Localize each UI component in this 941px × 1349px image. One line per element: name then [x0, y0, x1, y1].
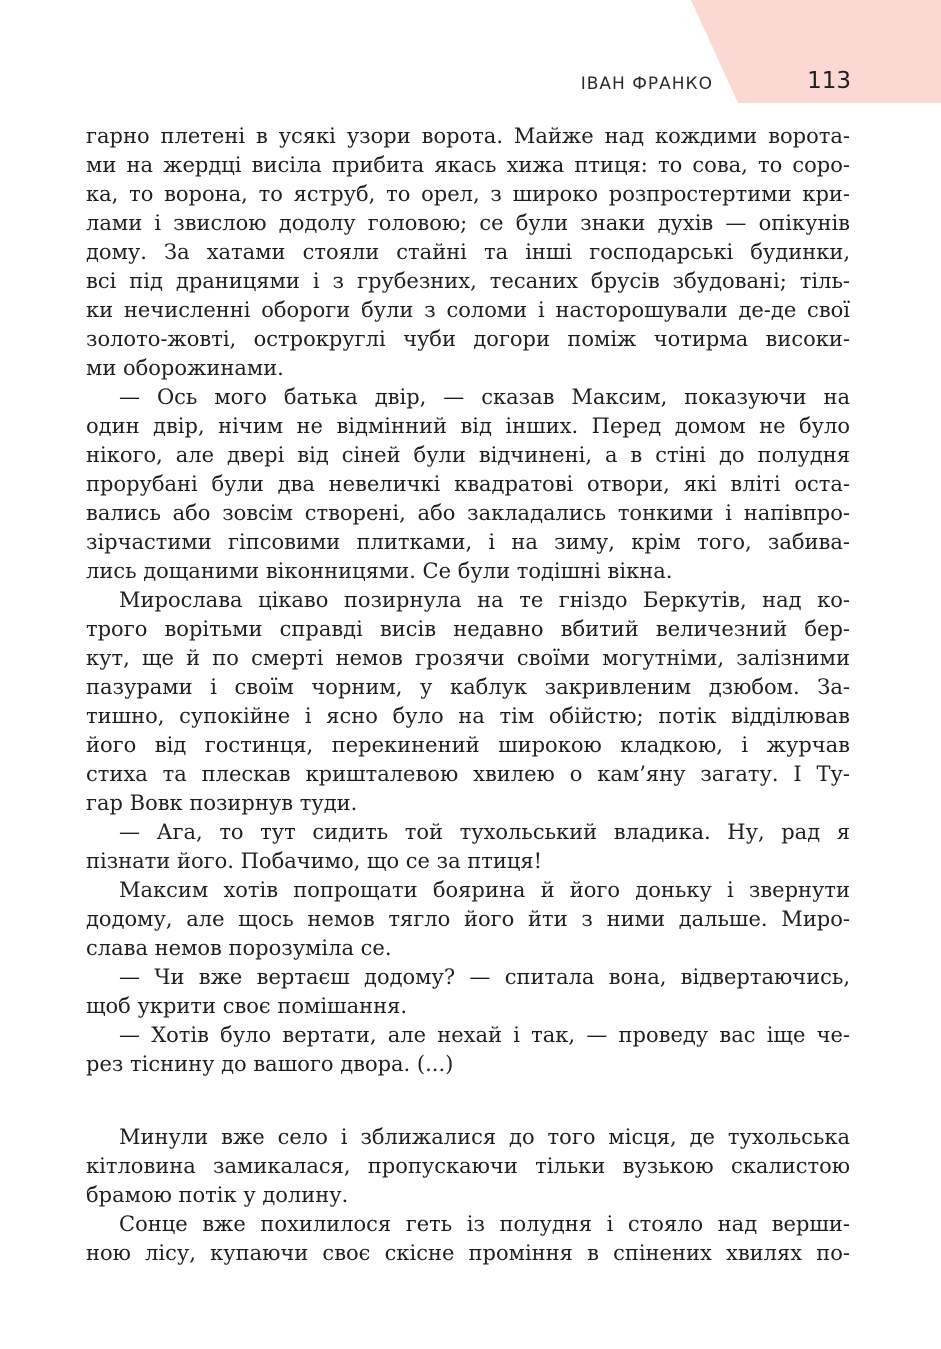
text-line: гарно плетені в усякі узори ворота. Майже над кождими ворота- [86, 124, 850, 148]
text-line: ми на жердці висіла прибита якась хижа птиця: то сова, то соро- [86, 153, 850, 177]
text-line: нікого, але двері від сіней були відчинені, а в стіні до полудня [86, 443, 850, 467]
page-number: 113 [807, 68, 851, 94]
text-line: кітловина замикалася, пропускаючи тільки вузькою скалистою [86, 1154, 850, 1178]
text-body [86, 122, 850, 1268]
text-line: тишно, супокійне і ясно було на тім обійстю; потік відділював [86, 704, 850, 728]
text-line: кут, ще й по смерті немов грозячи своїми могутніми, залізними [86, 646, 850, 670]
text-line: його від гостинця, перекинений широкою кладкою, і журчав [86, 733, 850, 757]
paragraph [86, 586, 850, 818]
paragraph [86, 383, 850, 586]
text-line: ка, то ворона, то яструб, то орел, з широко розпростертими кри- [86, 182, 850, 206]
text-line: додому, але щось немов тягло його йти з ними дальше. Миро- [86, 907, 850, 931]
text-line: пізнати його. Побачимо, що се за птиця! [86, 849, 543, 873]
text-line: ки нечисленні обороги були з соломи і насторошували де-де свої [86, 298, 850, 322]
text-line: лами і звислою додолу головою; се були знаки духів — опікунів [86, 211, 850, 235]
running-head: ІВАН ФРАНКО [580, 74, 713, 94]
text-line: рез тіснину до вашого двора. (...) [86, 1052, 454, 1076]
text-line: слава немов порозуміла се. [86, 936, 392, 960]
text-line: — Ага, то тут сидить той тухольський владика. Ну, рад я [119, 820, 850, 844]
text-line: дому. За хатами стояли стайні та інші господарські будинки, [86, 240, 850, 264]
text-line: золото-жовті, острокруглі чуби догори поміж чотирма високи- [86, 327, 850, 351]
text-line: — Ось мого батька двір, — сказав Максим, показуючи на [119, 385, 850, 409]
paragraph [86, 122, 850, 383]
text-line: — Хотів було вертати, але нехай і так, — проведу вас іще че- [119, 1023, 850, 1047]
text-line: Минули вже село і зближалися до того місця, де тухольська [119, 1125, 850, 1149]
section-break [86, 1079, 850, 1123]
paragraph [86, 963, 850, 1021]
text-line: прорубані були два невеличкі квадратові отвори, які вліті оста- [86, 472, 850, 496]
text-line: — Чи вже вертаєш додому? — спитала вона, відвертаючись, [119, 965, 850, 989]
text-line: ми оборожинами. [86, 356, 284, 380]
text-line: всі під драницями і з грубезних, тесаних брусів збудовані; тіль- [86, 269, 850, 293]
paragraph [86, 1123, 850, 1210]
paragraph [86, 1210, 850, 1268]
text-line: брамою потік у долину. [86, 1183, 349, 1207]
text-line: зірчастими гіпсовими плитками, і на зиму, крім того, забива- [86, 530, 850, 554]
text-line: Мирослава цікаво позирнула на те гніздо Беркутів, над ко- [119, 588, 850, 612]
text-line: щоб укрити своє помішання. [86, 994, 408, 1018]
text-line: Сонце вже похилилося геть із полудня і стояло над верши- [119, 1212, 850, 1236]
paragraph [86, 1021, 850, 1079]
text-line: гар Вовк позирнув туди. [86, 791, 358, 815]
text-line: стиха та плескав кришталевою хвилею о кам’яну загату. І Ту- [86, 762, 850, 786]
text-line: лись дощаними віконницями. Се були тодішні вікна. [86, 559, 673, 583]
text-line: вались або зовсім створені, або закладались тонкими і напівпро- [86, 501, 850, 525]
text-line: пазурами і своїм чорним, у каблук закривленим дзюбом. За- [86, 675, 850, 699]
text-line: трого ворітьми справді висів недавно вбитий величезний бер- [86, 617, 850, 641]
paragraph [86, 818, 850, 876]
text-line: ною лісу, купаючи своє скісне проміння в спінених хвилях по- [86, 1241, 850, 1265]
text-line: Максим хотів попрощати боярина й його доньку і звернути [119, 878, 850, 902]
text-line: один двір, нічим не відмінний від інших. Перед домом не було [86, 414, 850, 438]
paragraph [86, 876, 850, 963]
